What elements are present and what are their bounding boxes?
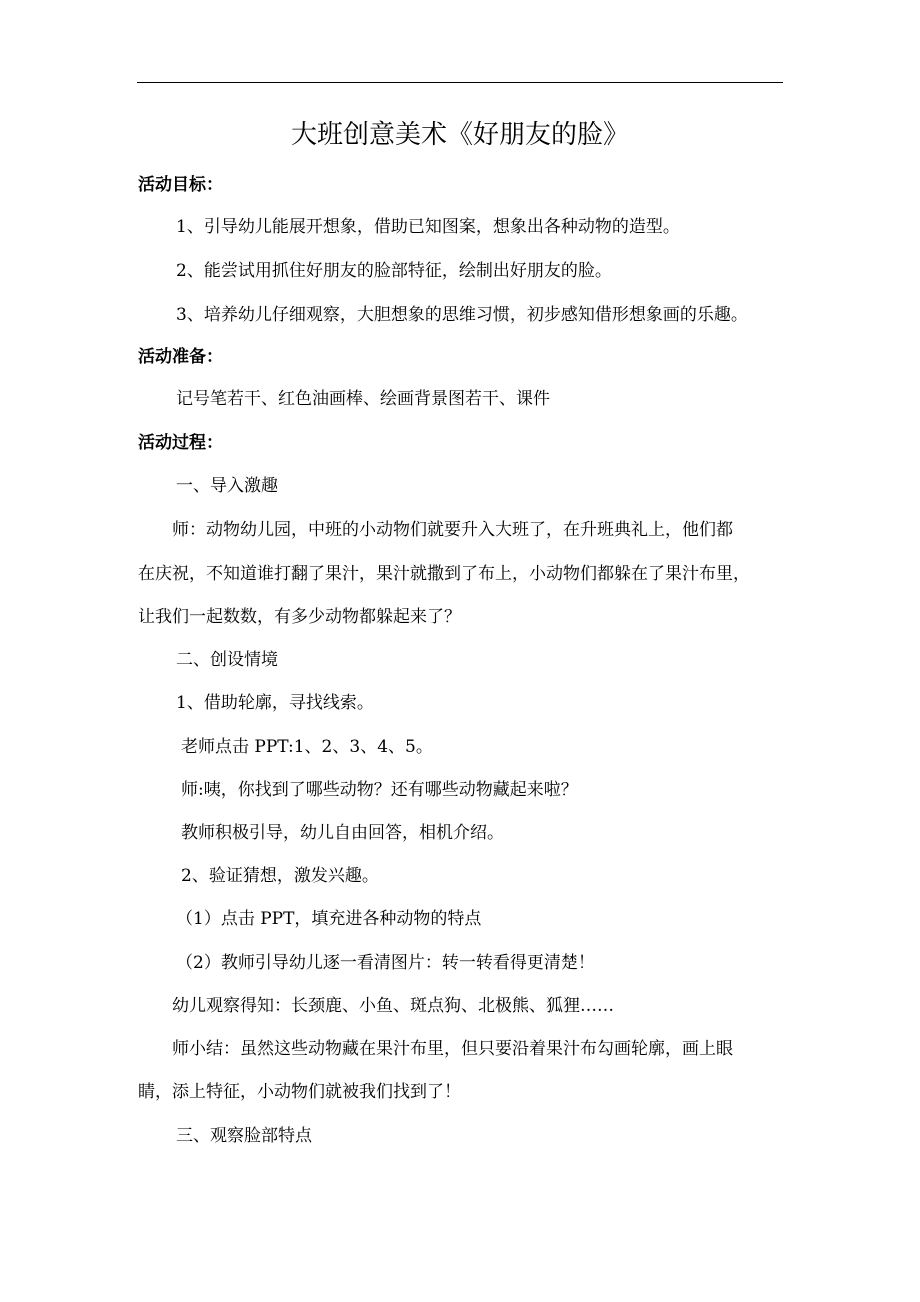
process-step: 1、借助轮廓，寻找线索。: [176, 693, 374, 713]
process-subheading: 三、观察脸部特点: [176, 1126, 312, 1146]
section-heading-process: 活动过程：: [138, 433, 223, 453]
section-heading-goals: 活动目标：: [138, 175, 223, 195]
process-step: 2、验证猜想，激发兴趣。: [181, 866, 379, 886]
process-step: 老师点击 PPT:1、2、3、4、5。: [181, 737, 433, 757]
document-title: 大班创意美术《好朋友的脸》: [290, 120, 629, 150]
process-paragraph-line: 幼儿观察得知：长颈鹿、小鱼、斑点狗、北极熊、狐狸……: [172, 996, 614, 1016]
preparation-item: 记号笔若干、红色油画棒、绘画背景图若干、课件: [176, 389, 550, 409]
goal-item: 2、能尝试用抓住好朋友的脸部特征，绘制出好朋友的脸。: [176, 261, 612, 281]
process-paragraph-line: 让我们一起数数，有多少动物都躲起来了？: [138, 607, 461, 627]
process-paragraph-line: 在庆祝，不知道谁打翻了果汁，果汁就撒到了布上，小动物们都躲在了果汁布里，: [138, 564, 750, 584]
process-subheading: 一、导入激趣: [176, 476, 278, 496]
header-rule: [137, 82, 783, 83]
process-paragraph-line: 师小结：虽然这些动物藏在果汁布里，但只要沿着果汁布勾画轮廓，画上眼: [172, 1039, 733, 1059]
process-paragraph-line: 师：动物幼儿园，中班的小动物们就要升入大班了，在升班典礼上，他们都: [172, 520, 733, 540]
goal-item: 1、引导幼儿能展开想象，借助已知图案，想象出各种动物的造型。: [176, 217, 680, 237]
process-step: （1）点击 PPT，填充进各种动物的特点: [176, 909, 482, 929]
process-step: 师:咦，你找到了哪些动物？还有哪些动物藏起来啦？: [181, 780, 578, 800]
process-subheading: 二、创设情境: [176, 650, 278, 670]
goal-item: 3、培养幼儿仔细观察，大胆想象的思维习惯，初步感知借形想象画的乐趣。: [176, 305, 748, 325]
section-heading-preparation: 活动准备：: [138, 347, 223, 367]
process-paragraph-line: 睛，添上特征，小动物们就被我们找到了！: [138, 1082, 461, 1102]
process-step: 教师积极引导，幼儿自由回答，相机介绍。: [181, 823, 504, 843]
process-step: （2）教师引导幼儿逐一看清图片：转一转看得更清楚！: [176, 953, 595, 973]
